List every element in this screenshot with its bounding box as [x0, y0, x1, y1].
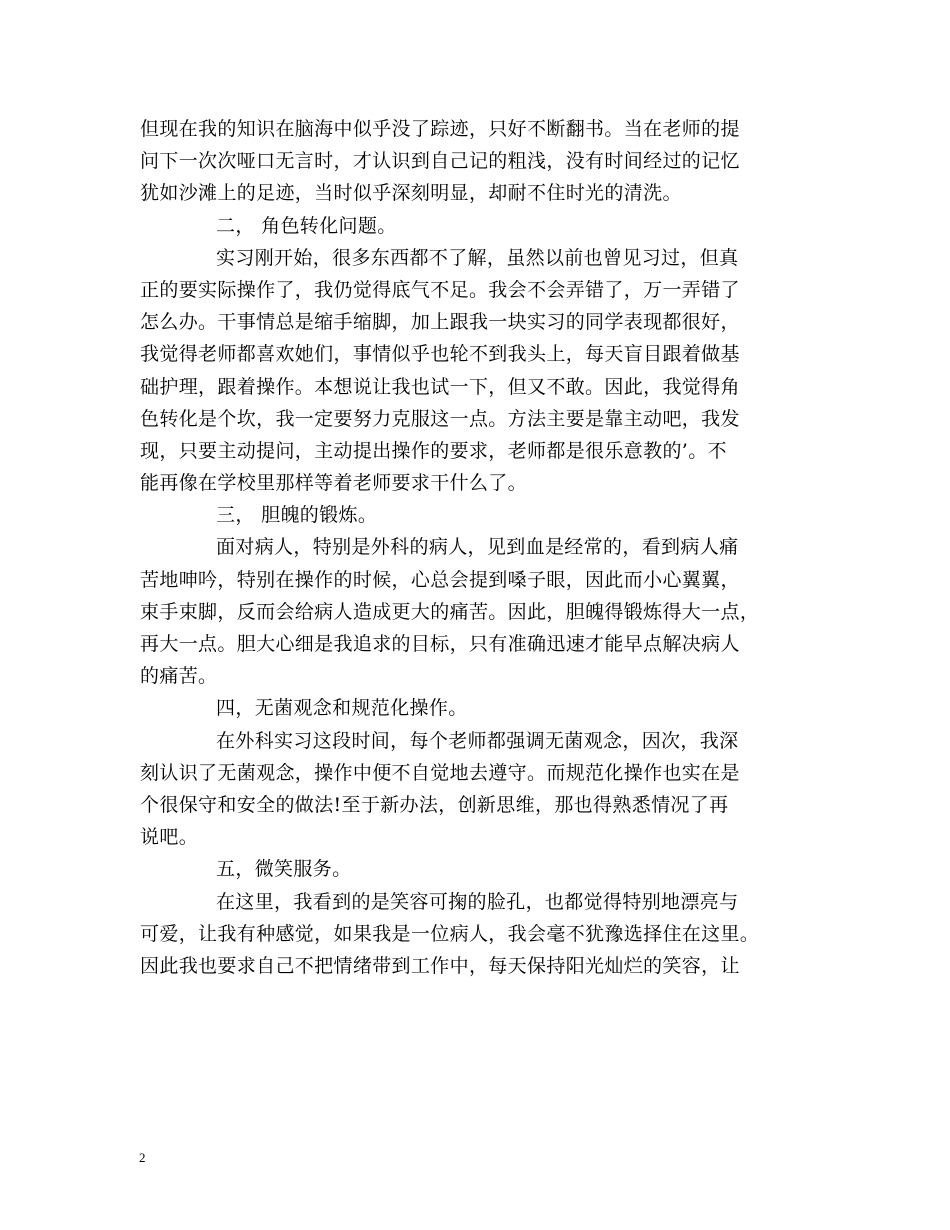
section-heading: 二， 角色转化问题。 — [216, 214, 397, 237]
text-line: 但现在我的知识在脑海中似乎没了踪迹，只好不断翻书。当在老师的提 — [140, 118, 740, 140]
text-line: 怎么办。干事情总是缩手缩脚，加上跟我一块实习的同学表现都很好， — [140, 311, 740, 334]
text-line: 色转化是个坎，我一定要努力克服这一点。方法主要是靠主动吧，我发 — [140, 407, 740, 430]
text-line: 再大一点。胆大心细是我追求的目标，只有准确迅速才能早点解决病人 — [140, 633, 740, 655]
text-line: 可爱，让我有种感觉，如果我是一位病人，我会毫不犹豫选择住在这里。 — [140, 922, 760, 945]
section-heading: 四，无菌观念和规范化操作。 — [216, 697, 468, 720]
text-line: 问下一次次哑口无言时，才认识到自己记的粗浅，没有时间经过的记忆 — [140, 150, 740, 173]
text-line: 现，只要主动提问，主动提出操作的要求，老师都是很乐意教的’。不 — [140, 439, 727, 462]
text-line: 因此我也要求自己不把情绪带到工作中，每天保持阳光灿烂的笑容，让 — [140, 954, 740, 977]
document-body — [140, 113, 824, 982]
section-heading: 三， 胆魄的锻炼。 — [216, 504, 378, 527]
text-line: 苦地呻吟，特别在操作的时候，心总会提到嗓子眼，因此而小心翼翼， — [140, 568, 740, 591]
text-line: 刻认识了无菌观念，操作中便不自觉地去遵守。而规范化操作也实在是 — [140, 761, 740, 784]
text-line: 实习刚开始，很多东西都不了解，虽然以前也曾见习过，但真 — [216, 246, 739, 269]
text-line: 的痛苦。 — [140, 665, 218, 688]
text-line: 个很保守和安全的做法!至于新办法，创新思维，那也得熟悉情况了再 — [140, 793, 729, 816]
text-line: 犹如沙滩上的足迹，当时似乎深刻明显，却耐不住时光的清洗。 — [140, 182, 682, 205]
text-line: 础护理，跟着操作。本想说让我也试一下，但又不敢。因此，我觉得角 — [140, 375, 740, 398]
text-line: 面对病人，特别是外科的病人，见到血是经常的，看到病人痛 — [216, 536, 739, 559]
text-line: 在外科实习这段时间，每个老师都强调无菌观念，因次，我深 — [216, 729, 739, 752]
text-line: 束手束脚，反而会给病人造成更大的痛苦。因此，胆魄得锻炼得大一点， — [140, 600, 760, 623]
text-line: 在这里，我看到的是笑容可掬的脸孔，也都觉得特别地漂亮与 — [216, 890, 739, 913]
text-line: 说吧。 — [140, 826, 199, 849]
text-line: 能再像在学校里那样等着老师要求干什么了。 — [140, 472, 528, 495]
page-number: 2 — [139, 1150, 146, 1165]
text-line: 正的要实际操作了，我仍觉得底气不足。我会不会弄错了，万一弄错了 — [140, 278, 740, 301]
section-heading: 五，微笑服务。 — [216, 858, 352, 881]
text-line: 我觉得老师都喜欢她们，事情似乎也轮不到我头上，每天盲目跟着做基 — [140, 343, 740, 366]
